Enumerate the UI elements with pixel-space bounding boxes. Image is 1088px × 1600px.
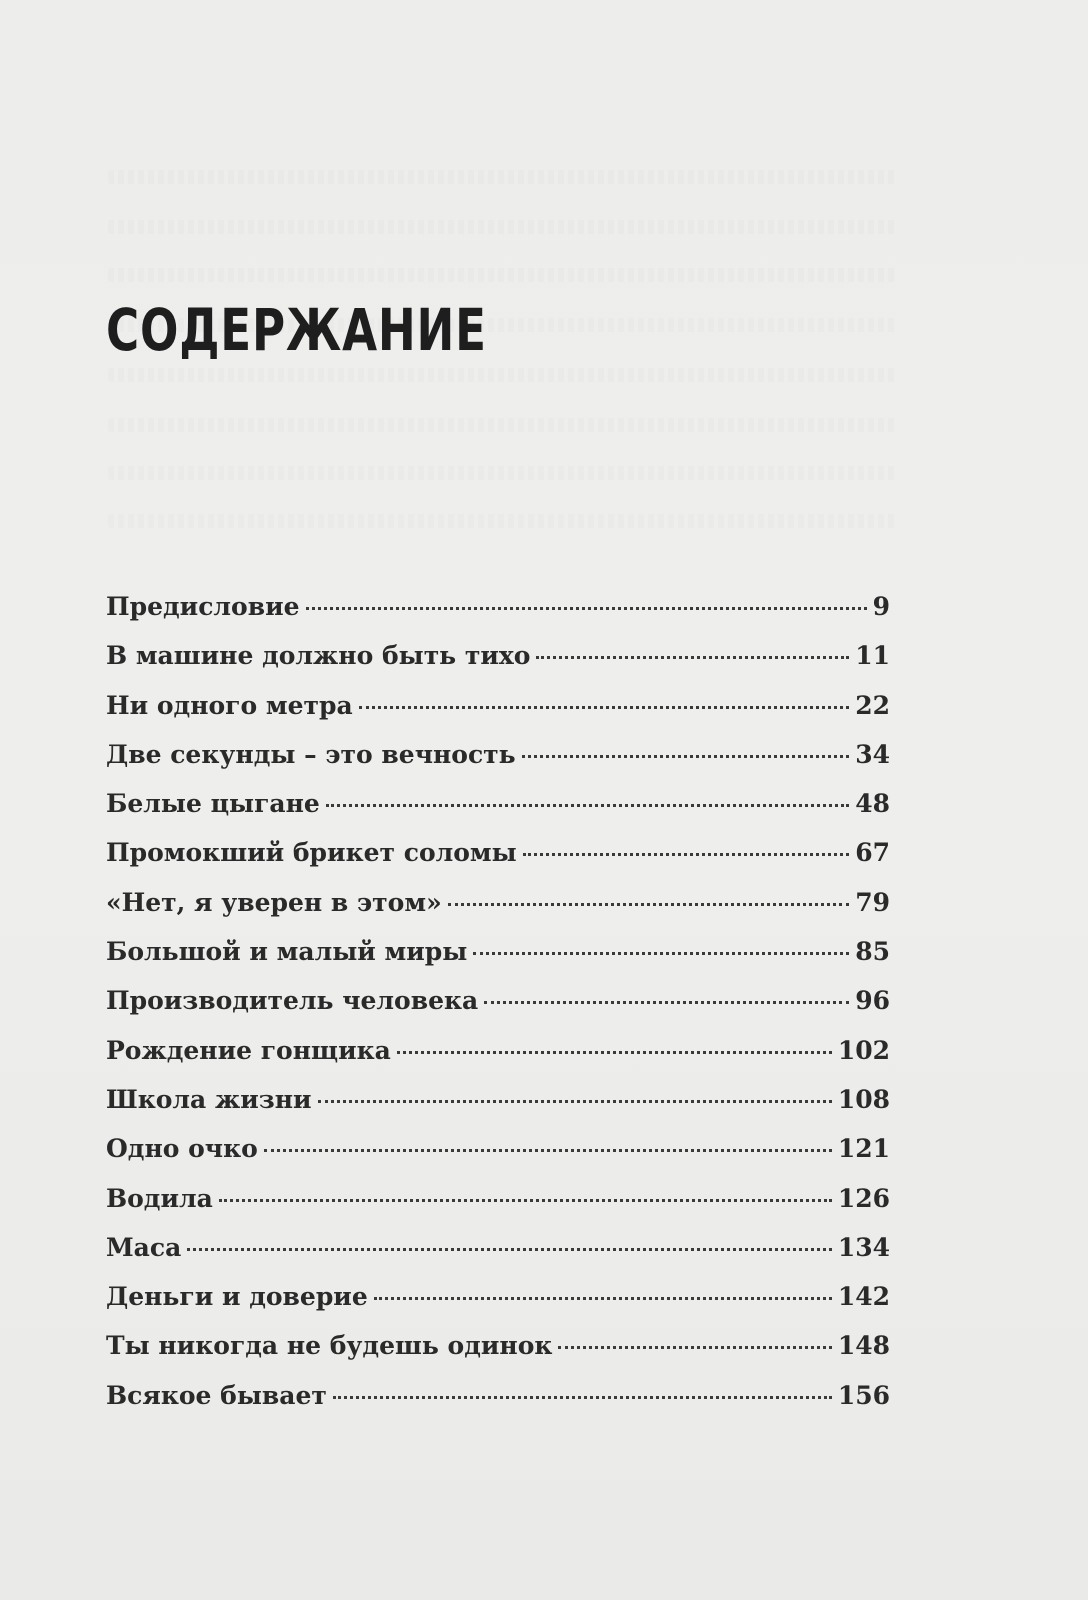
toc-entry-title: Производитель человека bbox=[106, 986, 479, 1016]
bleed-through bbox=[108, 220, 898, 234]
toc-entry[interactable] bbox=[106, 1282, 890, 1331]
toc-entry-page: 22 bbox=[855, 690, 890, 720]
dot-leader bbox=[326, 804, 849, 807]
dot-leader bbox=[219, 1199, 832, 1202]
toc-entry-title: «Нет, я уверен в этом» bbox=[106, 887, 442, 917]
toc-entry-page: 48 bbox=[855, 789, 890, 819]
toc-entry[interactable] bbox=[106, 1085, 890, 1134]
toc-entry[interactable] bbox=[106, 592, 890, 641]
toc-entry-title: Ни одного метра bbox=[106, 690, 353, 720]
toc-entry[interactable] bbox=[106, 838, 890, 887]
dot-leader bbox=[523, 853, 850, 856]
toc-entry[interactable] bbox=[106, 1134, 890, 1183]
toc-entry[interactable] bbox=[106, 986, 890, 1035]
toc-entry-page: 142 bbox=[837, 1282, 890, 1312]
toc-entry-title: В машине должно быть тихо bbox=[106, 641, 531, 671]
toc-entry[interactable] bbox=[106, 1381, 890, 1430]
toc-entry-title: Водила bbox=[106, 1183, 213, 1213]
toc-entry-title: Ты никогда не будешь одинок bbox=[106, 1331, 553, 1361]
toc-entry-page: 102 bbox=[837, 1035, 890, 1065]
table-of-contents bbox=[106, 592, 890, 1430]
toc-entry-page: 148 bbox=[837, 1331, 890, 1361]
toc-entry-title: Большой и малый миры bbox=[106, 937, 468, 967]
dot-leader bbox=[187, 1248, 832, 1251]
toc-entry-page: 96 bbox=[855, 986, 890, 1016]
toc-entry-title: Маса bbox=[106, 1232, 182, 1262]
toc-entry[interactable] bbox=[106, 888, 890, 937]
toc-entry[interactable] bbox=[106, 641, 890, 690]
bleed-through bbox=[108, 368, 898, 382]
dot-leader bbox=[448, 903, 850, 906]
toc-entry-title: Белые цыгане bbox=[106, 789, 320, 819]
toc-entry-title: Одно очко bbox=[106, 1134, 258, 1164]
dot-leader bbox=[318, 1100, 832, 1103]
toc-entry-page: 121 bbox=[837, 1134, 890, 1164]
bleed-through bbox=[108, 418, 898, 432]
toc-entry-page: 9 bbox=[872, 592, 890, 621]
dot-leader bbox=[558, 1346, 831, 1349]
toc-entry[interactable] bbox=[106, 1184, 890, 1233]
dot-leader bbox=[306, 607, 867, 610]
dot-leader bbox=[359, 706, 850, 709]
toc-entry-page: 11 bbox=[855, 641, 890, 671]
dot-leader bbox=[484, 1001, 849, 1004]
toc-entry-page: 67 bbox=[855, 838, 890, 868]
toc-entry[interactable] bbox=[106, 1036, 890, 1085]
dot-leader bbox=[536, 656, 849, 659]
toc-entry[interactable] bbox=[106, 789, 890, 838]
dot-leader bbox=[397, 1051, 832, 1054]
toc-entry-title: Две секунды – это вечность bbox=[106, 739, 516, 769]
toc-entry-page: 126 bbox=[837, 1183, 890, 1213]
bleed-through bbox=[108, 268, 898, 282]
dot-leader bbox=[374, 1297, 832, 1300]
bleed-through bbox=[108, 514, 898, 528]
toc-entry[interactable] bbox=[106, 740, 890, 789]
toc-entry[interactable] bbox=[106, 691, 890, 740]
toc-entry[interactable] bbox=[106, 1233, 890, 1282]
toc-entry-page: 85 bbox=[855, 937, 890, 967]
bleed-through bbox=[108, 170, 898, 184]
bleed-through bbox=[108, 466, 898, 480]
toc-entry-title: Промокший брикет соломы bbox=[106, 838, 517, 868]
dot-leader bbox=[473, 952, 849, 955]
toc-entry-title: Деньги и доверие bbox=[106, 1282, 368, 1312]
page-title: СОДЕРЖАНИЕ bbox=[106, 296, 487, 364]
toc-entry-page: 79 bbox=[855, 887, 890, 917]
toc-entry-page: 134 bbox=[837, 1232, 890, 1262]
toc-entry-page: 34 bbox=[855, 739, 890, 769]
toc-entry-page: 108 bbox=[837, 1084, 890, 1114]
dot-leader bbox=[333, 1396, 832, 1399]
toc-entry[interactable] bbox=[106, 937, 890, 986]
toc-entry-title: Школа жизни bbox=[106, 1084, 312, 1114]
dot-leader bbox=[522, 755, 850, 758]
toc-entry-title: Рождение гонщика bbox=[106, 1035, 391, 1065]
toc-entry-page: 156 bbox=[837, 1380, 890, 1410]
dot-leader bbox=[264, 1149, 832, 1152]
toc-entry-title: Предисловие bbox=[106, 592, 300, 621]
toc-entry-title: Всякое бывает bbox=[106, 1380, 327, 1410]
toc-entry[interactable] bbox=[106, 1331, 890, 1380]
